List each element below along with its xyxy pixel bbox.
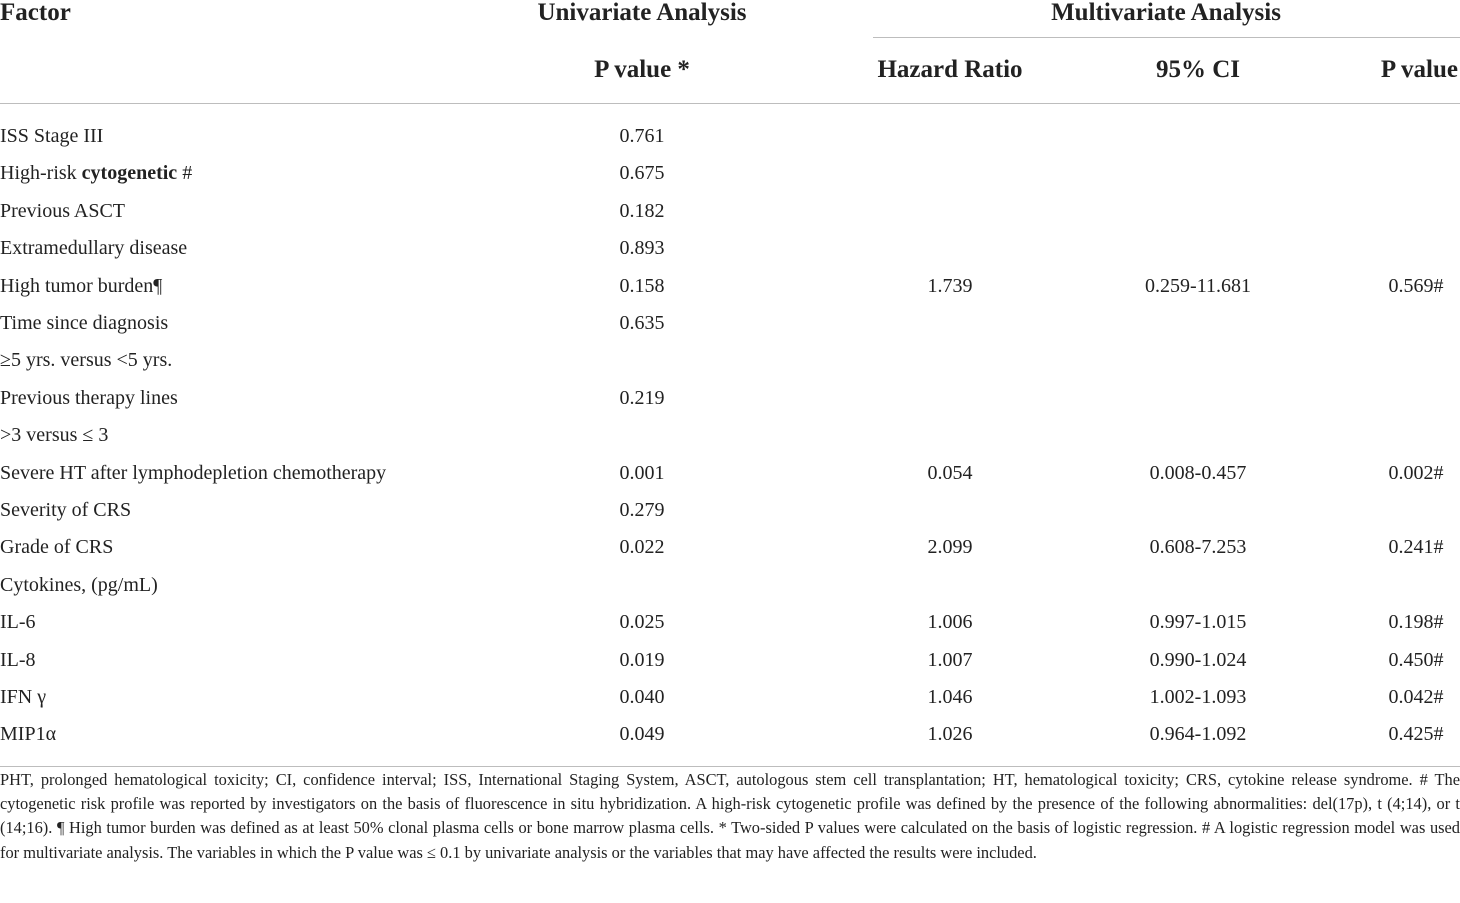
row-factor xyxy=(0,424,108,446)
row-factor xyxy=(0,237,187,259)
row-p-value-univariate: 0.279 xyxy=(619,499,665,521)
row-factor-text: Extramedullary disease xyxy=(0,237,188,259)
row-p-value-univariate: 0.022 xyxy=(619,536,665,558)
row-hazard-ratio: 1.026 xyxy=(927,723,973,745)
header-bottom-rule xyxy=(0,103,1460,104)
row-factor xyxy=(0,275,162,297)
row-p-value-multivariate: 0.569# xyxy=(1388,275,1444,297)
header-95-ci: 95% CI xyxy=(1155,56,1241,83)
row-hazard-ratio: 2.099 xyxy=(927,536,973,558)
row-p-value-multivariate: 0.425# xyxy=(1388,723,1444,745)
row-p-value-multivariate: 0.241# xyxy=(1388,536,1444,558)
row-factor-text: Time since diagnosis xyxy=(0,312,169,334)
row-factor xyxy=(0,499,131,521)
row-factor-text: >3 versus ≤ 3 xyxy=(0,424,109,446)
row-hazard-ratio: 1.046 xyxy=(927,686,973,708)
row-factor xyxy=(0,125,103,147)
header-p-value-multivariate: P value xyxy=(1380,56,1458,83)
row-factor xyxy=(0,387,178,409)
header-multivariate: Multivariate Analysis xyxy=(1051,0,1281,26)
row-p-value-multivariate: 0.042# xyxy=(1388,686,1444,708)
row-p-value-univariate: 0.635 xyxy=(619,312,665,334)
row-factor-text: Previous therapy lines xyxy=(0,387,178,409)
row-95-ci: 0.608-7.253 xyxy=(1149,536,1247,558)
row-95-ci: 0.990-1.024 xyxy=(1149,649,1247,671)
row-factor-text: Severe HT after lymphodepletion chemotherapy xyxy=(0,462,387,484)
row-p-value-univariate: 0.761 xyxy=(619,125,665,147)
row-p-value-univariate: 0.019 xyxy=(619,649,665,671)
row-factor-text: Severity of CRS xyxy=(0,499,132,521)
row-hazard-ratio: 1.739 xyxy=(927,275,973,297)
header-univariate: Univariate Analysis xyxy=(537,0,747,26)
row-p-value-univariate: 0.040 xyxy=(619,686,665,708)
row-factor xyxy=(0,723,56,745)
row-p-value-multivariate: 0.198# xyxy=(1388,611,1444,633)
row-p-value-univariate: 0.158 xyxy=(619,275,665,297)
row-p-value-univariate: 0.675 xyxy=(619,162,665,184)
row-hazard-ratio: 1.006 xyxy=(927,611,973,633)
row-factor-text: MIP1α xyxy=(0,723,57,745)
row-factor-text: High tumor burden¶ xyxy=(0,275,163,297)
multivariate-subheader-rule xyxy=(873,37,1460,38)
row-95-ci: 0.008-0.457 xyxy=(1149,462,1247,484)
row-p-value-univariate: 0.893 xyxy=(619,237,665,259)
row-p-value-univariate: 0.025 xyxy=(619,611,665,633)
row-p-value-univariate: 0.219 xyxy=(619,387,665,409)
row-factor-text: Cytokines, (pg/mL) xyxy=(0,574,158,596)
row-factor xyxy=(0,536,113,558)
row-95-ci: 0.964-1.092 xyxy=(1149,723,1247,745)
row-p-value-univariate: 0.001 xyxy=(619,462,665,484)
row-p-value-multivariate: 0.450# xyxy=(1388,649,1444,671)
row-hazard-ratio: 0.054 xyxy=(927,462,973,484)
row-95-ci: 0.259-11.681 xyxy=(1145,275,1251,297)
row-factor-suffix: # xyxy=(177,162,193,184)
row-factor xyxy=(0,611,36,633)
row-hazard-ratio: 1.007 xyxy=(927,649,973,671)
row-factor-text: IFN γ xyxy=(0,686,47,708)
row-factor-text: ISS Stage III xyxy=(0,125,104,147)
header-hazard-ratio: Hazard Ratio xyxy=(877,56,1023,83)
row-factor-text: IL-8 xyxy=(0,649,36,671)
row-factor xyxy=(0,200,125,222)
row-factor xyxy=(0,574,158,596)
row-factor xyxy=(0,312,168,334)
row-factor-text: ≥5 yrs. versus <5 yrs. xyxy=(0,349,173,371)
row-factor xyxy=(0,162,192,184)
table-footnote: PHT, prolonged hematological toxicity; CI, confidence interval; ISS, International Staging System, ASCT, autologous stem cell transplantation; HT, hematological toxicity; CRS, cytokine release syndrome. # The cytogenetic risk profile was reported by investigators on the basis of fluorescence in situ hybridization. A high-risk cytogenetic profile was defined by the presence of the following abnormalities: del(17p), t (4;14), or t (14;16). ¶ High tumor burden was defined as at least 50% clonal plasma cells or bone marrow plasma cells. * Two-sided P values were calculated on the basis of logistic regression. # A logistic regression model was used for multivariate analysis. The variables in which the P value was ≤ 0.1 by univariate analysis or the variables that may have affected the results were included. xyxy=(0,770,1460,862)
row-95-ci: 0.997-1.015 xyxy=(1149,611,1247,633)
header-factor: Factor xyxy=(0,0,71,26)
row-factor-text: Previous ASCT xyxy=(0,200,126,222)
row-p-value-univariate: 0.049 xyxy=(619,723,665,745)
table-bottom-rule xyxy=(0,766,1460,767)
row-p-value-univariate: 0.182 xyxy=(619,200,665,222)
header-p-value-univariate: P value * xyxy=(594,56,690,83)
row-factor-text: IL-6 xyxy=(0,611,36,633)
row-factor xyxy=(0,686,46,708)
row-95-ci: 1.002-1.093 xyxy=(1149,686,1247,708)
row-factor-bold-text: cytogenetic xyxy=(81,162,178,184)
row-factor-text: High-risk xyxy=(0,162,82,184)
row-factor xyxy=(0,649,36,671)
row-factor-text: Grade of CRS xyxy=(0,536,114,558)
row-p-value-multivariate: 0.002# xyxy=(1388,462,1444,484)
row-factor xyxy=(0,462,386,484)
row-factor xyxy=(0,349,172,371)
